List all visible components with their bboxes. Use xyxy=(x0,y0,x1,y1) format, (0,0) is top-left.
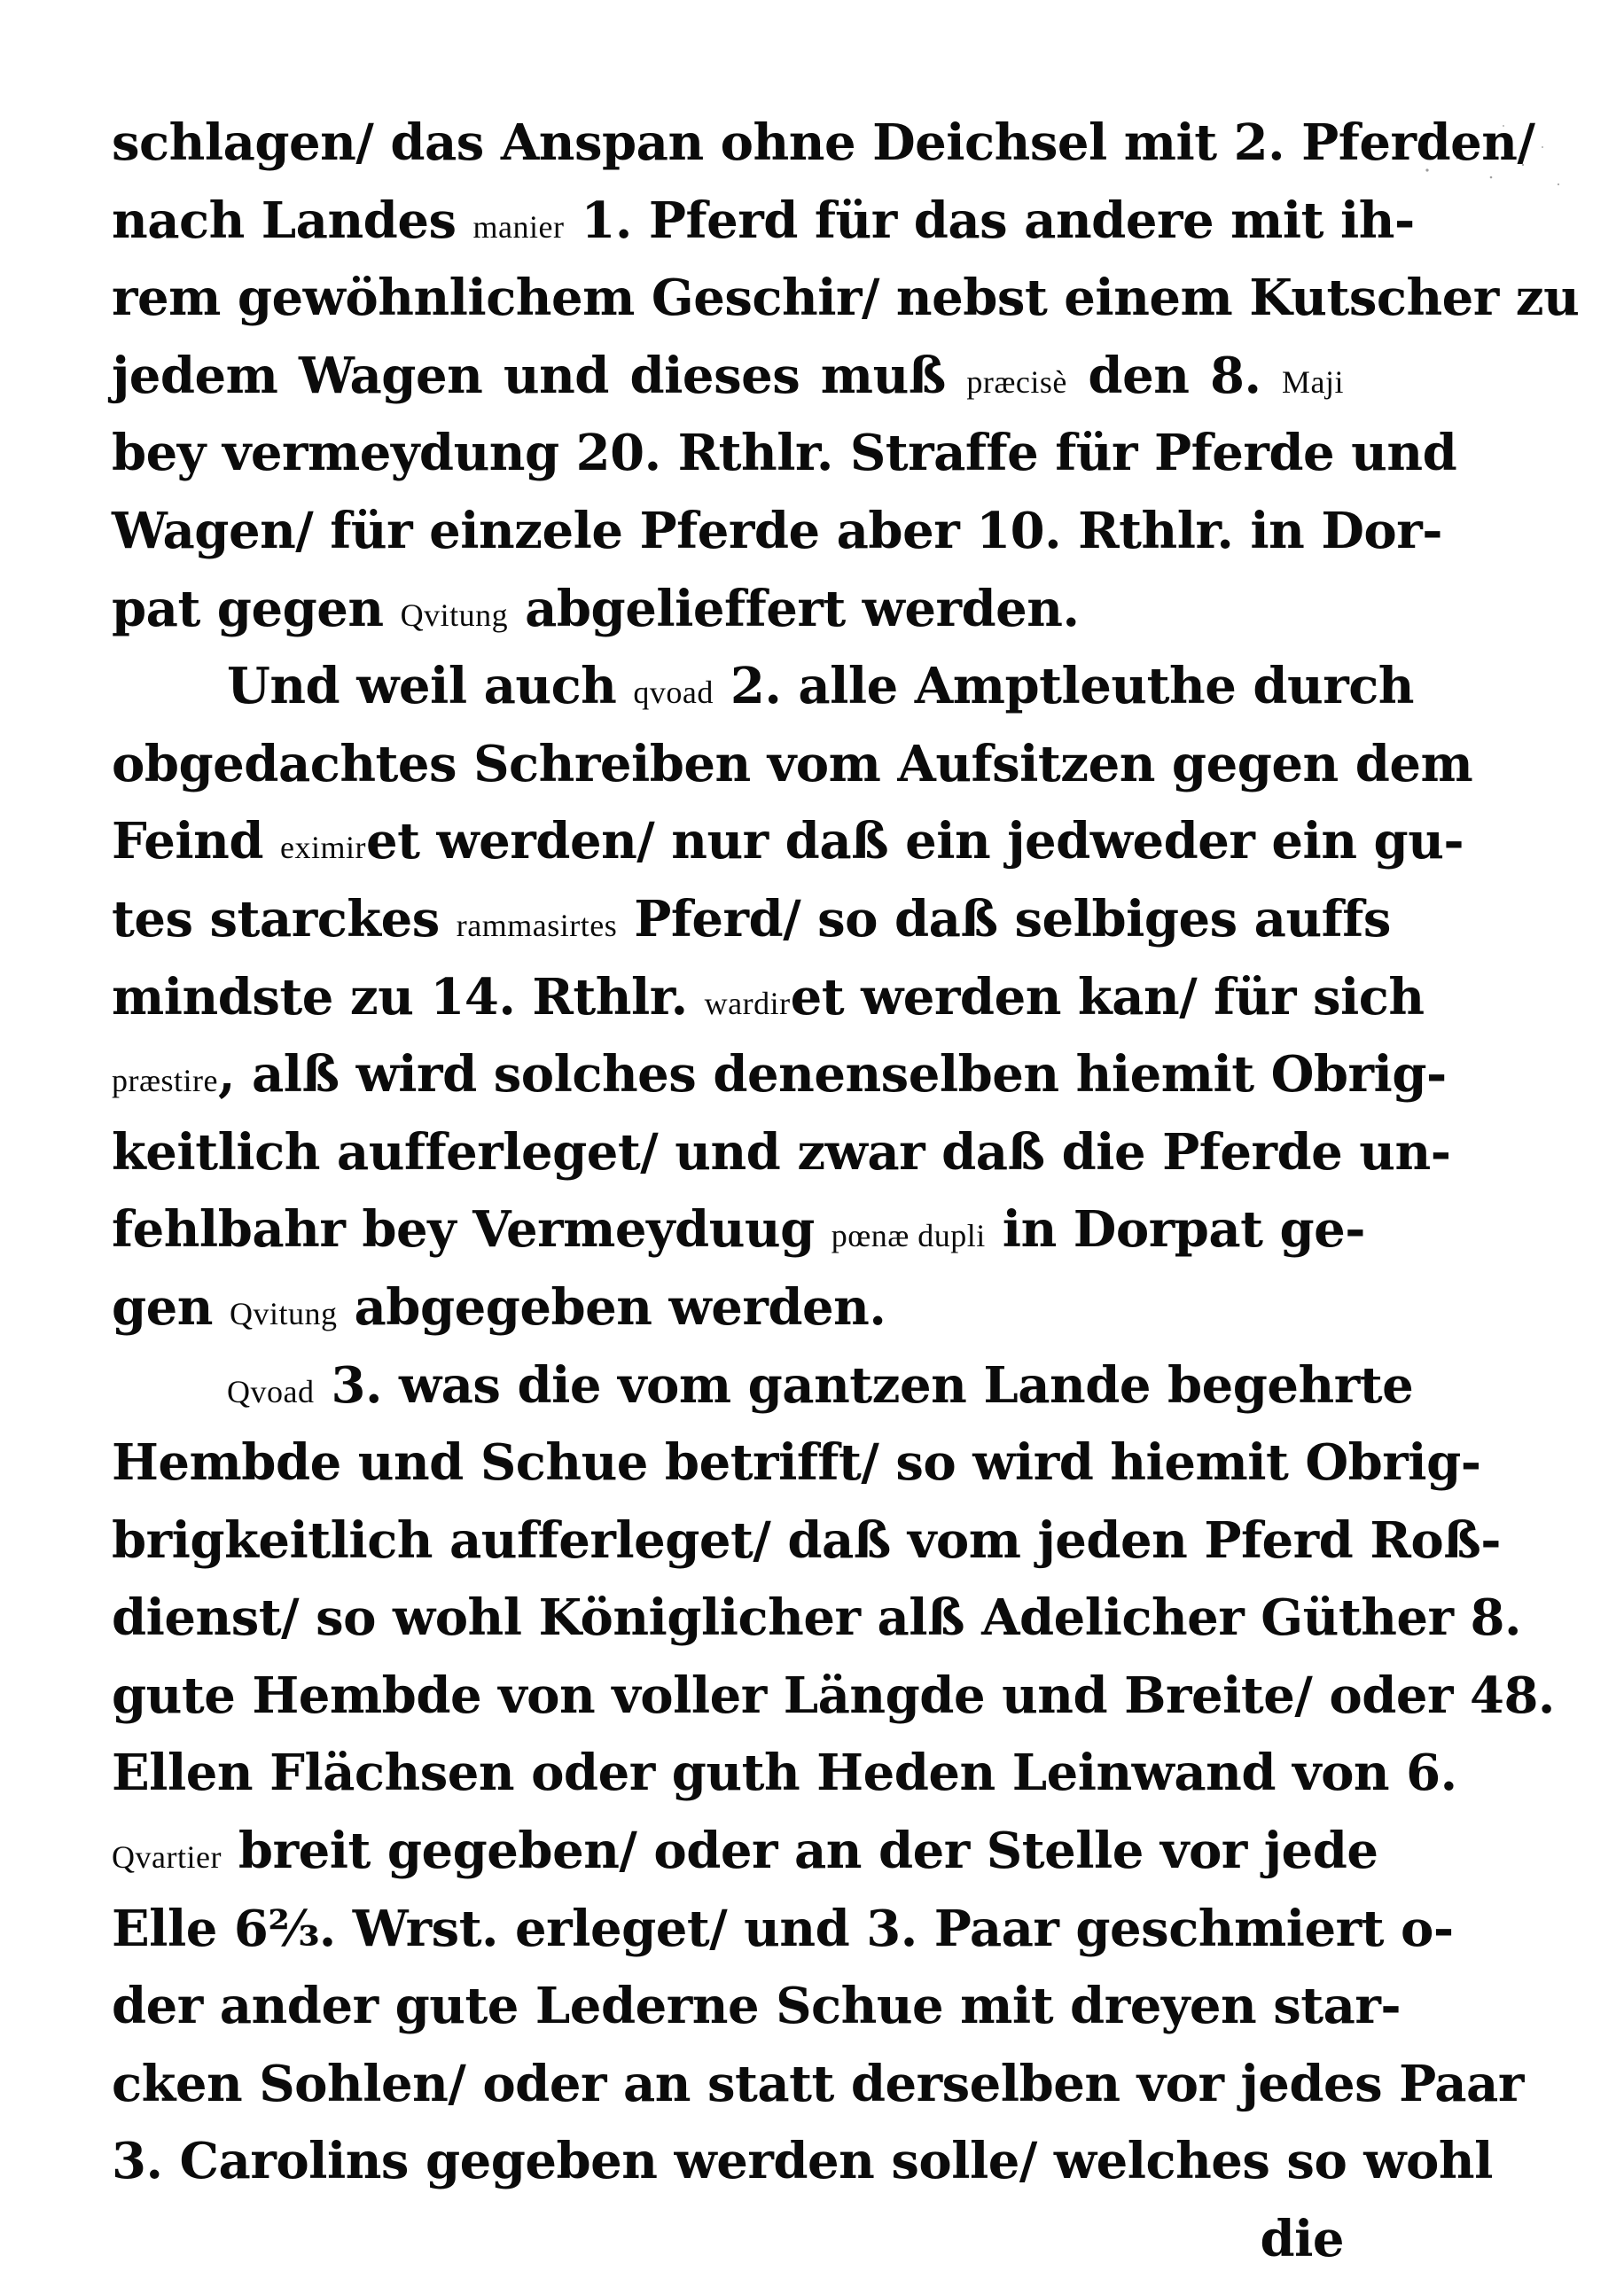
text-segment: abgelieffert werden. xyxy=(508,579,1080,638)
text-segment: schlagen/ das Anspan ohne Deichsel mit 2. Pferden/ xyxy=(112,113,1535,172)
text-segment: 3. was die vom gantzen Lande begehrte xyxy=(314,1355,1414,1415)
text-segment: , alß wird solches denenselben hiemit Obrig- xyxy=(217,1045,1447,1104)
text-line xyxy=(112,1502,1502,1580)
text-segment: jedem Wagen und dieses muß xyxy=(112,346,967,405)
text-segment: den 8. xyxy=(1066,346,1283,405)
latin-term: præstire xyxy=(112,1063,218,1099)
text-line xyxy=(112,1735,1457,1813)
latin-term: Qvoad xyxy=(227,1373,315,1409)
text-segment: cken Sohlen/ oder an statt derselben vor jedes Paar xyxy=(112,2054,1524,2113)
text-segment: dienst/ so wohl Königlicher alß Adelicher Güther 8. xyxy=(112,1588,1521,1648)
text-line xyxy=(112,1968,1401,2046)
text-segment: Und weil auch xyxy=(227,657,634,716)
latin-term: manier xyxy=(472,208,565,245)
text-line xyxy=(112,2046,1524,2124)
text-segment: et werden/ nur daß ein jedweder ein gu- xyxy=(365,812,1464,871)
text-segment: rem gewöhnlichem Geschir/ nebst einem Kutscher zu xyxy=(112,269,1580,328)
text-line xyxy=(112,1580,1521,1658)
text-line xyxy=(112,648,1415,726)
text-segment: Hembde und Schue betrifft/ so wird hiemit Obrig- xyxy=(112,1433,1481,1493)
text-line xyxy=(112,415,1457,493)
text-segment: gute Hembde von voller Längde und Breite/ oder 48. xyxy=(112,1666,1555,1725)
text-line xyxy=(112,803,1464,881)
text-segment: Wagen/ für einzele Pferde aber 10. Rthlr. in Dor- xyxy=(112,501,1443,560)
latin-term: rammasirtes xyxy=(456,907,618,943)
latin-term: eximir xyxy=(279,830,366,866)
text-line xyxy=(112,959,1425,1037)
text-line xyxy=(112,1891,1454,1969)
text-line xyxy=(112,2123,1493,2201)
catchword xyxy=(112,2201,1344,2279)
text-segment: die xyxy=(1260,2210,1344,2269)
text-line xyxy=(112,881,1391,959)
text-line xyxy=(112,493,1443,571)
latin-term: qvoad xyxy=(633,675,714,711)
text-segment: mindste zu 14. Rthlr. xyxy=(112,967,705,1026)
body-text xyxy=(112,105,1580,2279)
latin-term: wardir xyxy=(704,985,791,1021)
text-line xyxy=(112,1658,1555,1736)
text-segment: obgedachtes Schreiben vom Aufsitzen gegen dem xyxy=(112,734,1473,793)
text-segment: 2. alle Amptleuthe durch xyxy=(713,657,1415,716)
text-line xyxy=(112,571,1344,649)
text-line xyxy=(112,1269,1344,1347)
latin-term: præcisè xyxy=(966,363,1067,400)
latin-term: Maji xyxy=(1282,363,1345,400)
latin-term: Qvitung xyxy=(230,1295,338,1331)
text-line xyxy=(112,1424,1481,1502)
text-segment: keitlich aufferleget/ und zwar daß die Pferde un- xyxy=(112,1122,1451,1182)
text-line xyxy=(112,105,1535,183)
latin-term: Qvitung xyxy=(400,597,509,633)
text-segment: brigkeitlich aufferleget/ daß vom jeden Pferd Roß- xyxy=(112,1510,1502,1570)
latin-term: Qvartier xyxy=(112,1839,222,1876)
text-segment: Elle 6⅔. Wrst. erleget/ und 3. Paar geschmiert o- xyxy=(112,1899,1454,1958)
text-segment: Pferd/ so daß selbiges auffs xyxy=(617,889,1391,948)
text-segment: 3. Carolins gegeben werden solle/ welches so wohl xyxy=(112,2132,1493,2191)
text-line xyxy=(112,726,1473,804)
text-segment: tes starckes xyxy=(112,889,457,948)
text-line xyxy=(112,1347,1414,1425)
text-line xyxy=(112,1036,1447,1114)
text-segment: breit gegeben/ oder an der Stelle vor jede xyxy=(221,1822,1378,1881)
text-segment: abgegeben werden. xyxy=(337,1277,886,1337)
text-segment: pat gegen xyxy=(112,579,401,638)
latin-term: pœnæ dupli xyxy=(831,1218,986,1254)
text-segment: nach Landes xyxy=(112,191,473,250)
text-line xyxy=(112,183,1415,261)
text-segment: Ellen Flächsen oder guth Heden Leinwand von 6. xyxy=(112,1744,1457,1803)
text-segment: bey vermeydung 20. Rthlr. Straffe für Pferde und xyxy=(112,424,1457,483)
text-line xyxy=(112,1191,1366,1269)
text-segment: der ander gute Lederne Schue mit dreyen star- xyxy=(112,1977,1401,2036)
text-segment: fehlbahr bey Vermeyduug xyxy=(112,1200,832,1260)
text-segment: in Dorpat ge- xyxy=(985,1200,1366,1260)
text-segment: 1. Pferd für das andere mit ih- xyxy=(564,191,1415,250)
text-segment: Feind xyxy=(112,812,280,871)
text-line xyxy=(112,338,1344,416)
text-line xyxy=(112,260,1580,338)
text-line xyxy=(112,1114,1451,1192)
text-segment: et werden kan/ für sich xyxy=(790,967,1425,1026)
text-segment: gen xyxy=(112,1277,230,1337)
text-line xyxy=(112,1813,1378,1891)
